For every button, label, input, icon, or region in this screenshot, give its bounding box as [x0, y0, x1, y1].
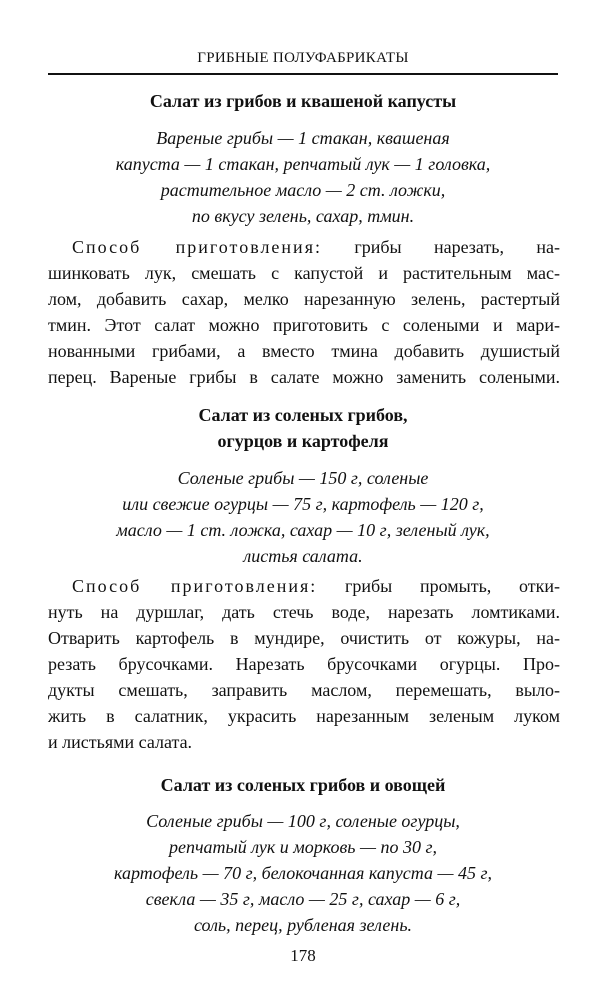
- ingredient-line: картофель — 70 г, белокочанная капуста — 45 г,: [113, 863, 493, 883]
- method-line: Отварить картофель в мундире, очистить от кожуры, на-: [48, 628, 560, 648]
- running-head: ГРИБНЫЕ ПОЛУФАБРИКАТЫ: [197, 50, 409, 66]
- method-line: [72, 234, 560, 260]
- ingredient-line: Соленые грибы — 150 г, соленые: [177, 468, 429, 488]
- method-label: Способ приготовления:: [72, 576, 318, 596]
- recipe-2-ingredients: [48, 465, 558, 569]
- header-rule: [48, 73, 558, 75]
- recipe-3-ingredients: [48, 808, 558, 938]
- method-text: грибы промыть, отки-: [345, 576, 561, 596]
- method-line: [72, 573, 560, 599]
- recipe-2-title-line: огурцов и картофеля: [217, 431, 389, 451]
- recipe-1-title: [48, 88, 558, 114]
- method-line: тмин. Этот салат можно приготовить с солеными и мари-: [48, 315, 560, 335]
- method-line: шинковать лук, смешать с капустой и растительным мас-: [48, 263, 560, 283]
- ingredient-line: или свежие огурцы — 75 г, картофель — 120 г,: [122, 494, 484, 514]
- recipe-2-method: [48, 573, 561, 755]
- recipe-3-title: [48, 772, 558, 798]
- method-line: дукты смешать, заправить маслом, перемешать, выло-: [48, 680, 560, 700]
- recipe-2-title: [48, 402, 558, 454]
- recipe-3-title-line: Салат из соленых грибов и овощей: [160, 775, 446, 795]
- ingredient-line: растительное масло — 2 ст. ложки,: [160, 180, 446, 200]
- ingredient-line: Вареные грибы — 1 стакан, квашеная: [156, 128, 450, 148]
- method-line: резать брусочками. Нарезать брусочками огурцы. Про-: [48, 654, 560, 674]
- recipe-1-method: [48, 234, 560, 390]
- method-text: грибы нарезать, на-: [354, 237, 560, 257]
- recipe-2-title-line: Салат из соленых грибов,: [198, 405, 408, 425]
- ingredient-line: соль, перец, рубленая зелень.: [193, 915, 413, 935]
- method-line: перец. Вареные грибы в салате можно заменить солеными.: [48, 367, 560, 387]
- ingredient-line: репчатый лук и морковь — по 30 г,: [168, 837, 438, 857]
- recipe-1-ingredients: [48, 125, 558, 229]
- ingredient-line: по вкусу зелень, сахар, тмин.: [191, 206, 415, 226]
- ingredient-line: листья салата.: [243, 546, 363, 566]
- method-line: и листьями салата.: [48, 732, 193, 752]
- ingredient-line: Соленые грибы — 100 г, соленые огурцы,: [146, 811, 460, 831]
- method-line: жить в салатник, украсить нарезанным зеленым луком: [48, 706, 560, 726]
- method-label: Способ приготовления:: [72, 237, 322, 257]
- page-number: 178: [290, 946, 316, 965]
- ingredient-line: капуста — 1 стакан, репчатый лук — 1 головка,: [115, 154, 491, 174]
- recipe-1-title-line: Салат из грибов и квашеной капусты: [149, 91, 457, 111]
- method-line: нованными грибами, а вместо тмина добавить душистый: [48, 341, 560, 361]
- ingredient-line: масло — 1 ст. ложка, сахар — 10 г, зеленый лук,: [116, 520, 490, 540]
- ingredient-line: свекла — 35 г, масло — 25 г, сахар — 6 г,: [145, 889, 461, 909]
- method-line: нуть на дуршлаг, дать стечь воде, нарезать ломтиками.: [48, 602, 560, 622]
- method-line: лом, добавить сахар, мелко нарезанную зелень, растертый: [48, 289, 560, 309]
